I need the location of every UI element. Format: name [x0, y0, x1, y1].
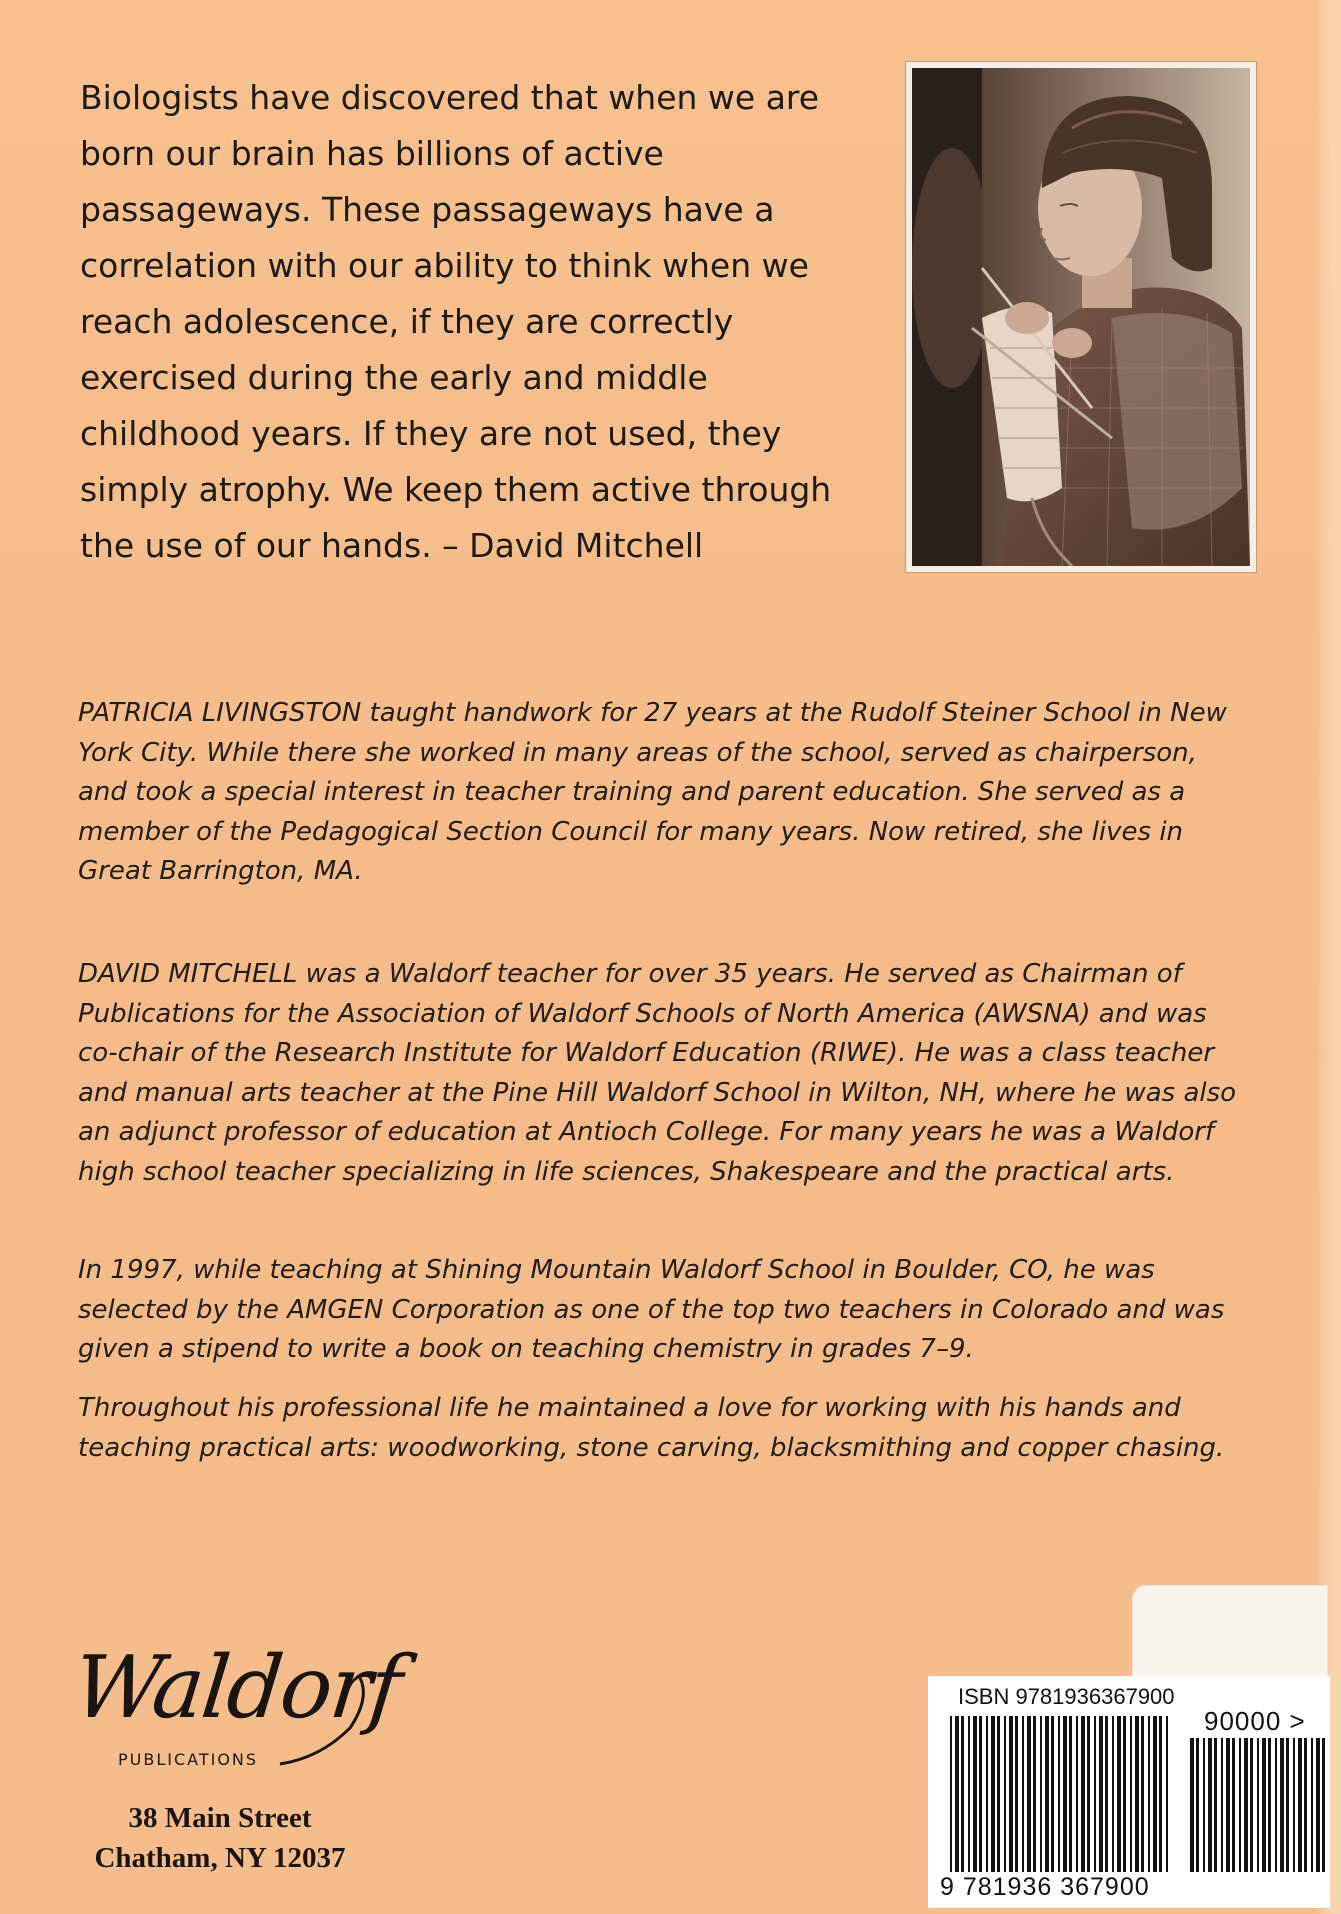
logo-wordmark: Waldorf	[68, 1638, 405, 1738]
isbn-label: ISBN 9781936367900	[958, 1684, 1175, 1709]
address-city: Chatham, NY 12037	[94, 1842, 346, 1874]
publisher-address	[70, 1798, 370, 1878]
logo-swash-icon	[70, 1638, 390, 1768]
price-sticker	[1132, 1585, 1328, 1685]
waldorf-publications-logo	[68, 1638, 405, 1769]
pull-quote: Biologists have discovered that when we are born our brain has billions of active passageways. These passageways have a correlation with our ability to think when we reach adolescence, if they are correctly exercised during the early and middle childhood years. If they are not used, they simply atrophy. We keep them active through the use of our hands. – David Mitchell	[80, 78, 832, 565]
child-knitting-photo	[906, 62, 1256, 572]
bio-david-mitchell-crafts: Throughout his professional life he maintained a love for working with his hands and teaching practical arts: woodworking, stone carving, blacksmithing and copper chasing.	[78, 1393, 1225, 1463]
address-street: 38 Main Street	[128, 1802, 312, 1834]
price-code: 90000 >	[1204, 1706, 1306, 1736]
photo-image	[912, 68, 1250, 566]
isbn-digits: 9 781936 367900	[940, 1873, 1150, 1901]
bio-david-mitchell-award: In 1997, while teaching at Shining Mountain Waldorf School in Boulder, CO, he was selected by the AMGEN Corporation as one of the top two teachers in Colorado and was given a stipend to write a book on teaching chemistry in grades 7–9.	[78, 1255, 1225, 1364]
bio-david-mitchell: DAVID MITCHELL was a Waldorf teacher for over 35 years. He served as Chairman of Publications for the Association of Waldorf Schools of North America (AWSNA) and was co-chair of the Research Institute for Waldorf Education (RIWE). He was a class teacher and manual arts teacher at the Pine Hill Waldorf School in Wilton, NH, where he was also an adjunct professor of education at Antioch College. For many years he was a Waldorf high school teacher specializing in life sciences, Shakespeare and the practical arts.	[78, 959, 1237, 1187]
logo-subtitle: PUBLICATIONS	[118, 1750, 259, 1769]
bio-patricia-livingston: PATRICIA LIVINGSTON taught handwork for 27 years at the Rudolf Steiner School in New York City. While there she worked in many areas of the school, served as chairperson, and took a special interest in teacher training and parent education. She served as a member of the Pedagogical Section Council for many years. Now retired, she lives in Great Barrington, MA.	[78, 698, 1227, 886]
isbn-barcode	[928, 1676, 1330, 1908]
